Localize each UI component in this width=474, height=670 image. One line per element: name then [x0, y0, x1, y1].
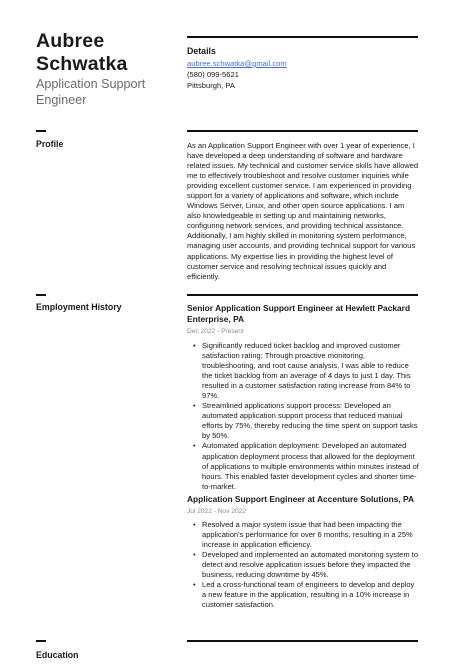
job-title: Application Support Engineer at Accenture Solutions, PA	[187, 494, 415, 504]
job-bullet: • Developed and implemented an automated monitoring system to detect and resolve application issues before they impacted the business, reducing downtime by 45%.	[187, 550, 420, 580]
profile-section-marker	[36, 130, 46, 132]
details-divider	[187, 36, 418, 38]
profile-summary: As an Application Support Engineer with over 1 year of experience, I have developed a deep understanding of software and hardware related issues. My technical and customer service skills have allowed me to effectively troubleshoot and resolve customer inquiries while providing excellent customer service. I am experienced in providing support for a variety of applications and software, which include Windows Server, Linux, and other open source applications. I am also knowledgeable in setting up and maintaining networks, configuring network services, and providing technical assistance. Additionally, I am highly skilled in monitoring system performance, managing user accounts, and providing technical support for various applications. My expertise lies in providing the highest level of customer service and resolving technical issues quickly and efficiently.	[187, 141, 419, 281]
employment-divider	[187, 294, 418, 296]
education-heading: Education	[36, 650, 79, 660]
candidate-name: Aubree Schwatka	[36, 30, 128, 75]
job-title: Senior Application Support Engineer at Hewlett Packard Enterprise, PA	[187, 303, 411, 325]
job-bullet: • Significantly reduced ticket backlog and improved customer satisfaction rating: Through proactive monitoring, troubleshooting, and root cause analysis, I was able to reduce the ticket backlog from an average of 4 days to just 1 day. This resulted in a customer satisfaction rating increase from 84% to 97%.	[187, 341, 420, 401]
job-dates: Dec 2022 - Present	[187, 328, 244, 335]
candidate-role: Application Support Engineer	[36, 77, 146, 107]
job-bullet: • Led a cross-functional team of engineers to develop and deploy a new feature in the application, resulting in a 10% increase in customer satisfaction.	[187, 580, 420, 610]
employment-section-marker	[36, 294, 46, 296]
education-divider	[187, 640, 418, 642]
job-bullet: • Automated application deployment: Developed an automated application deployment process that allowed for the deployment of applications to multiple environments within minutes instead of hours. This enabled faster development cycles and shorter time-to-market.	[187, 441, 420, 491]
profile-divider	[187, 130, 418, 132]
job-bullet: • Resolved a major system issue that had been impacting the application's performance for over 6 months, resulting in a 25% increase in application efficiency.	[187, 520, 420, 550]
employment-heading: Employment History	[36, 302, 122, 312]
job-dates: Jul 2022 - Nov 2022	[187, 508, 247, 515]
job-bullet-list	[187, 520, 420, 610]
profile-heading: Profile	[36, 139, 64, 149]
details-heading: Details	[187, 46, 216, 56]
email-link[interactable]: aubree.schwatka@gmail.com	[187, 59, 287, 68]
job-bullet: • Streamlined applications support process: Developed an automated application support process that reduced manual efforts by 75%, thereby reducing the time spent on support tasks by 50%.	[187, 401, 420, 441]
job-bullet-list	[187, 341, 420, 492]
location: Pittsburgh, PA	[187, 81, 235, 90]
education-section-marker	[36, 640, 46, 642]
phone-number: (580) 099-5621	[187, 70, 239, 79]
